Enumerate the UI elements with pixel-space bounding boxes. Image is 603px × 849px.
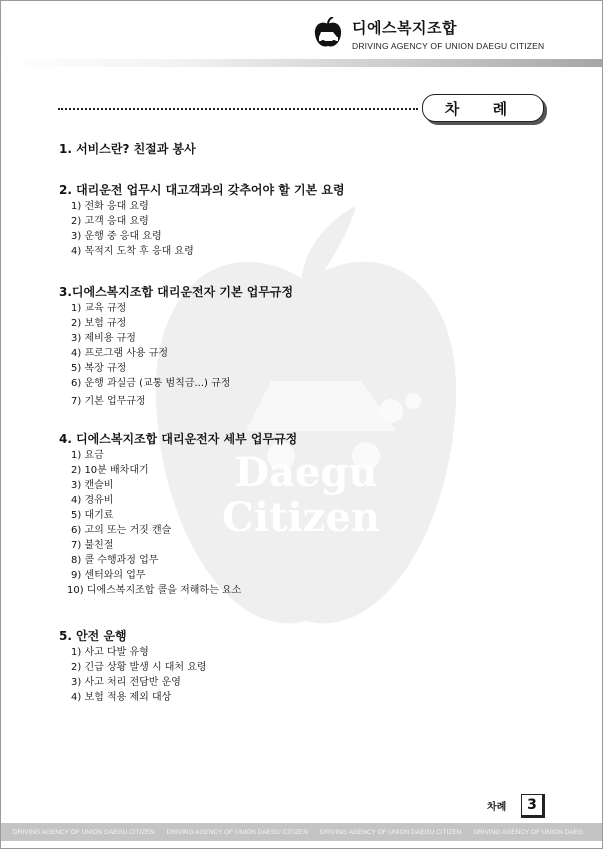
toc-section-2 — [59, 182, 559, 259]
list-item: 5) 복장 규정 — [71, 363, 127, 374]
list-item: 3) 사고 처리 전담반 운영 — [71, 677, 181, 688]
list-item: 2) 10분 배차대기 — [71, 465, 149, 476]
section-title: 4. 디에스복지조합 대리운전자 세부 업무규정 — [59, 432, 298, 446]
list-item: 4) 목적지 도착 후 응대 요령 — [71, 246, 194, 257]
dotted-leader — [58, 108, 418, 110]
list-item: 3) 캔슬비 — [71, 480, 114, 491]
toc-section-1 — [59, 141, 559, 157]
list-item: 7) 불친절 — [71, 540, 114, 551]
list-item: 1) 교육 규정 — [71, 303, 127, 314]
footer-band — [1, 823, 602, 841]
header-title: 디에스복지조합 — [352, 19, 457, 37]
list-item: 8) 콜 수행과정 업무 — [71, 555, 159, 566]
list-item: 1) 요금 — [71, 450, 104, 461]
section-title: 2. 대리운전 업무시 대고객과의 갖추어야 할 기본 요령 — [59, 183, 345, 197]
toc-title: 차 례 — [422, 94, 544, 122]
list-item: 4) 프로그램 사용 규정 — [71, 348, 169, 359]
footer-band-text: DRIVING AGENCY OF UNION DAEG — [473, 828, 584, 836]
list-item: 4) 보험 적용 제외 대상 — [71, 692, 172, 703]
header-bar — [1, 59, 602, 67]
watermark-line1: Daegu — [234, 449, 378, 496]
list-item: 2) 고객 응대 요령 — [71, 216, 149, 227]
list-item: 9) 센터와의 업무 — [71, 570, 146, 581]
list-item: 4) 경유비 — [71, 495, 114, 506]
list-item: 2) 보험 규정 — [71, 318, 127, 329]
toc-section-5 — [59, 628, 559, 705]
section-title: 5. 안전 운행 — [59, 629, 127, 643]
toc-section-3 — [59, 284, 559, 409]
toc-section-4 — [59, 431, 559, 598]
list-item: 3) 운행 중 응대 요령 — [71, 231, 162, 242]
list-item: 6) 고의 또는 거짓 캔슬 — [71, 525, 172, 536]
list-item: 2) 긴급 상황 발생 시 대처 요령 — [71, 662, 207, 673]
list-item: 5) 대기료 — [71, 510, 114, 521]
list-item: 7) 기본 업무규정 — [71, 396, 146, 407]
list-item: 1) 전화 응대 요령 — [71, 201, 149, 212]
watermark-line2: Citizen — [222, 494, 380, 541]
list-item: 6) 운행 과실금 (교통 범칙금...) 규정 — [71, 378, 231, 389]
list-item: 1) 사고 다발 유형 — [71, 647, 149, 658]
section-title: 3.디에스복지조합 대리운전자 기본 업무규정 — [59, 285, 294, 299]
footer-band-text: DRIVING AGENCY OF UNION DAEGU CITIZEN — [13, 828, 155, 836]
footer-band-text: DRIVING AGENCY OF UNION DAEGU CITIZEN — [166, 828, 308, 836]
footer-band-text: DRIVING AGENCY OF UNION DAEGU CITIZEN — [319, 828, 462, 836]
apple-car-logo-icon — [313, 17, 343, 49]
toc-list — [59, 141, 559, 705]
footer-label: 차례 — [487, 802, 507, 813]
section-title: 1. 서비스란? 친절과 봉사 — [59, 142, 196, 156]
header-subtitle: DRIVING AGENCY OF UNION DAEGU CITIZEN — [352, 41, 545, 51]
list-item: 3) 제비용 규정 — [71, 333, 136, 344]
page-number: 3 — [521, 794, 545, 818]
list-item: 10) 디에스복지조합 콜을 저해하는 요소 — [67, 585, 242, 596]
